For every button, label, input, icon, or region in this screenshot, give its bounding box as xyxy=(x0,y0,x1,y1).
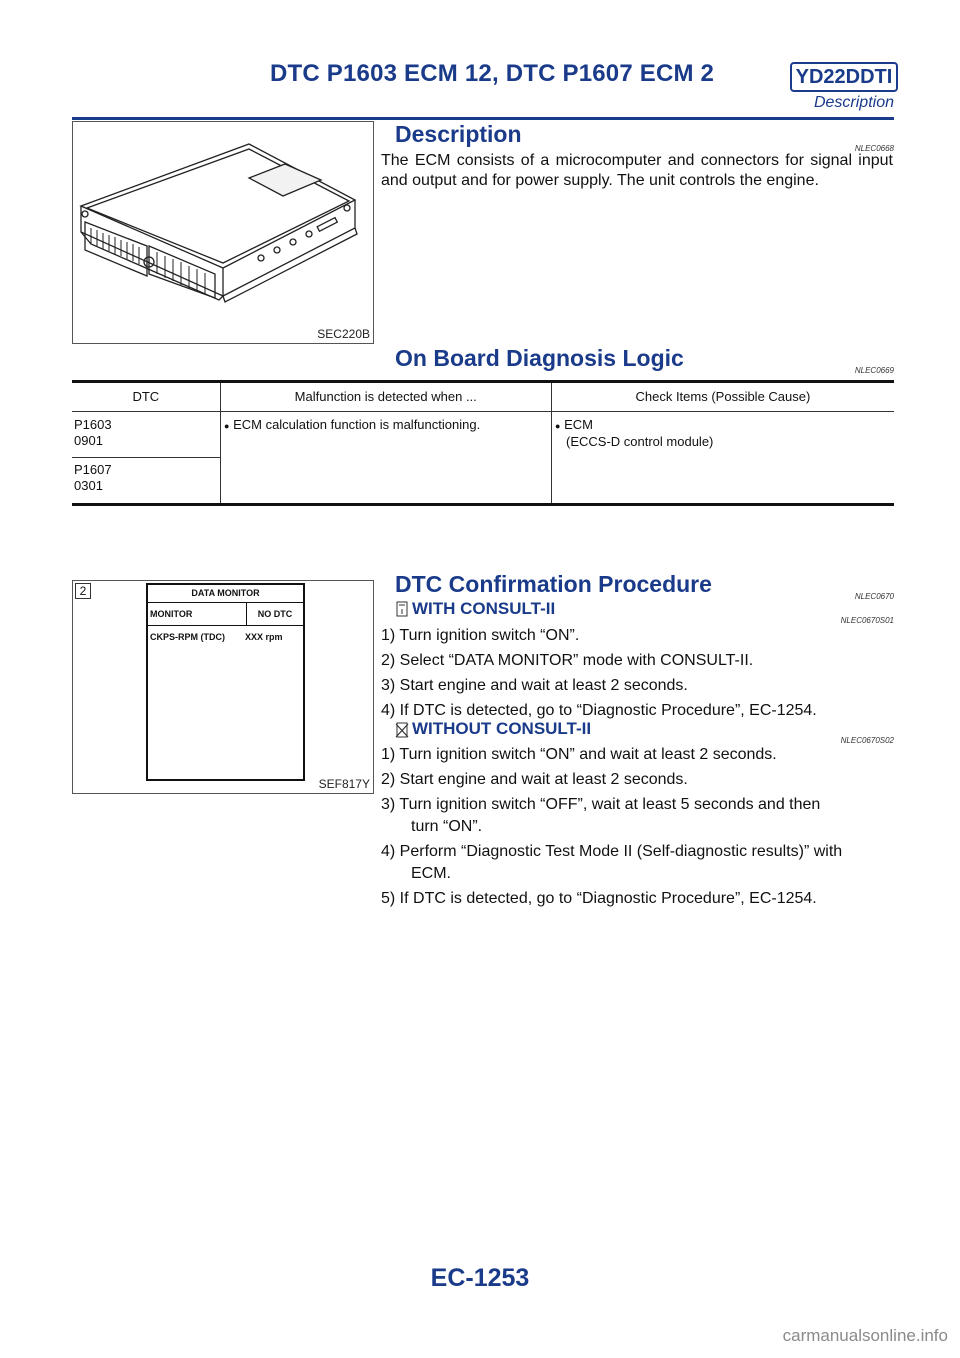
list-item-continued: turn “ON”. xyxy=(411,818,483,835)
without-consult-ref: NLEC0670S02 xyxy=(840,736,894,745)
list-item: 5) If DTC is detected, go to “Diagnostic Procedure”, EC-1254. xyxy=(381,890,817,907)
with-consult-ref: NLEC0670S01 xyxy=(840,616,894,625)
engine-code-badge: YD22DDTI xyxy=(790,62,898,92)
monitor-item-name: CKPS-RPM (TDC) xyxy=(150,632,225,642)
description-heading: Description xyxy=(395,121,522,147)
list-item: 3) Start engine and wait at least 2 seconds. xyxy=(381,677,688,694)
watermark: carmanualsonline.info xyxy=(782,1326,948,1345)
check-items-cell xyxy=(555,417,713,450)
ecm-illustration xyxy=(72,121,374,344)
obd-heading: On Board Diagnosis Logic xyxy=(395,345,684,371)
dtc-code: P1603 xyxy=(74,417,112,432)
page-number: EC-1253 xyxy=(430,1264,530,1292)
confirmation-ref: NLEC0670 xyxy=(854,592,894,601)
figure-caption: SEC220B xyxy=(317,327,370,341)
ecm-unit-drawing xyxy=(73,122,373,343)
table-body xyxy=(72,412,894,503)
confirmation-heading: DTC Confirmation Procedure xyxy=(395,571,712,597)
table-header-row xyxy=(72,383,894,412)
data-monitor-screen xyxy=(146,583,305,781)
table-header-check-items: Check Items (Possible Cause) xyxy=(551,383,894,411)
no-consult-tool-icon xyxy=(395,722,409,739)
without-consult-steps xyxy=(381,742,901,911)
obd-ref: NLEC0669 xyxy=(854,366,894,375)
monitor-status: NO DTC xyxy=(257,609,293,619)
malfunction-text: ECM calculation function is malfunctioning. xyxy=(233,417,481,432)
monitor-item-value: XXX rpm xyxy=(245,632,283,642)
monitor-col-label: MONITOR xyxy=(148,603,247,625)
obd-table xyxy=(72,380,894,506)
list-item: 2) Select “DATA MONITOR” mode with CONSULT-II. xyxy=(381,652,754,669)
consult-tool-icon xyxy=(395,601,409,618)
dtc-number: 0901 xyxy=(74,433,103,448)
table-header-malfunction: Malfunction is detected when ... xyxy=(220,383,551,411)
table-row xyxy=(74,417,112,449)
list-item: 4) If DTC is detected, go to “Diagnostic Procedure”, EC-1254. xyxy=(381,702,817,719)
monitor-title: DATA MONITOR xyxy=(148,585,303,603)
malfunction-cell xyxy=(224,417,480,434)
list-item: 4) Perform “Diagnostic Test Mode II (Self-diagnostic results)” with xyxy=(381,843,843,860)
monitor-item-row xyxy=(148,626,303,642)
list-item-continued: ECM. xyxy=(411,865,451,882)
dtc-code: P1607 xyxy=(74,462,112,477)
figure-mark: 2 xyxy=(75,583,91,599)
list-item: 2) Start engine and wait at least 2 seconds. xyxy=(381,771,688,788)
bullet-icon: ● xyxy=(224,421,230,431)
list-item: 1) Turn ignition switch “ON” and wait at least 2 seconds. xyxy=(381,746,777,763)
figure-caption: SEF817Y xyxy=(318,777,370,791)
bullet-icon: ● xyxy=(555,421,561,431)
table-row xyxy=(74,462,112,494)
page-header-title: DTC P1603 ECM 12, DTC P1607 ECM 2 xyxy=(270,60,715,87)
without-consult-heading: WITHOUT CONSULT-II xyxy=(412,719,592,738)
description-text: The ECM consists of a microcomputer and connectors for signal input and output and for power supply. The unit controls the engine. xyxy=(381,152,893,189)
check-item-ecm: ECM xyxy=(564,417,593,432)
monitor-header-row xyxy=(148,603,303,626)
dtc-number: 0301 xyxy=(74,478,103,493)
description-ref: NLEC0668 xyxy=(854,144,894,153)
list-item: 1) Turn ignition switch “ON”. xyxy=(381,627,580,644)
list-item: 3) Turn ignition switch “OFF”, wait at least 5 seconds and then xyxy=(381,796,821,813)
header-rule xyxy=(72,117,894,120)
table-header-dtc: DTC xyxy=(132,389,160,404)
with-consult-heading: WITH CONSULT-II xyxy=(412,599,556,618)
header-subtitle: Description xyxy=(813,94,894,111)
with-consult-steps xyxy=(381,623,901,723)
check-item-ecm-detail: (ECCS-D control module) xyxy=(566,434,714,449)
